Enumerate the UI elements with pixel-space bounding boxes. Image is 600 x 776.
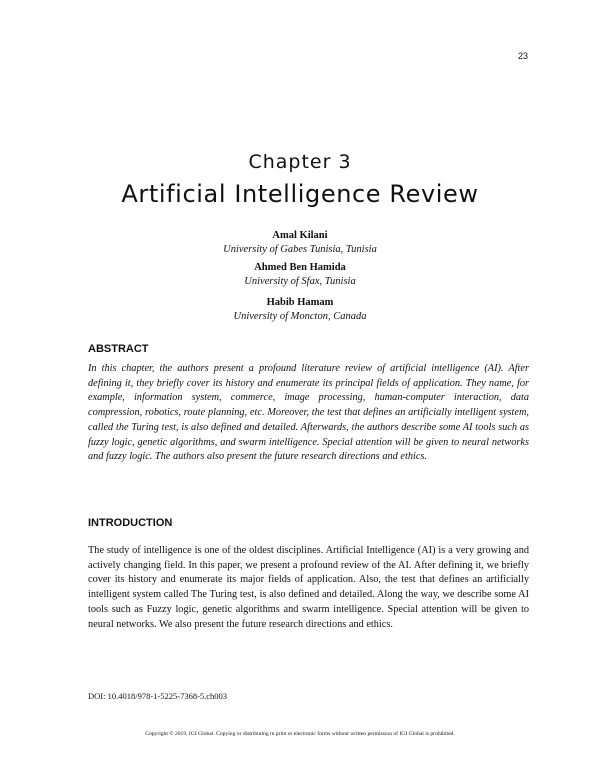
chapter-label: Chapter 3 bbox=[248, 151, 352, 173]
author-block bbox=[0, 296, 600, 324]
abstract-text: In this chapter, the authors present a profound literature review of artificial intelligence (AI). After defining it, they briefly cover its history and enumerate its principal fields of application. They name, for example, information system, commerce, image processing, human-computer interaction, data compression, robotics, route planning, etc. Moreover, the test that defines an artificially intelligent system, called the Turing test, is also defined and detailed. Afterwards, the authors describe some AI tools such as fuzzy logic, genetic algorithms, and swarm intelligence. Special attention will be given to neural networks and fuzzy logic. The authors also present the future research directions and ethics. bbox=[88, 363, 529, 463]
author-name: Habib Hamam bbox=[266, 297, 334, 308]
author-name: Amal Kilani bbox=[272, 230, 328, 241]
chapter-title: Artificial Intelligence Review bbox=[121, 180, 479, 208]
author-affiliation: University of Sfax, Tunisia bbox=[244, 276, 356, 287]
introduction-heading: INTRODUCTION bbox=[88, 517, 173, 529]
author-name: Ahmed Ben Hamida bbox=[254, 262, 346, 273]
copyright-notice: Copyright © 2019, IGI Global. Copying or distributing in print or electronic forms without written permission of IGI Global is prohibited. bbox=[145, 731, 455, 737]
author-affiliation: University of Gabes Tunisia, Tunisia bbox=[223, 244, 377, 255]
author-block bbox=[0, 229, 600, 257]
author-block bbox=[0, 261, 600, 289]
abstract-heading: ABSTRACT bbox=[88, 343, 149, 355]
page-number: 23 bbox=[517, 51, 528, 61]
doi: DOI: 10.4018/978-1-5225-7368-5.ch003 bbox=[88, 691, 228, 701]
author-affiliation: University of Moncton, Canada bbox=[233, 311, 367, 322]
introduction-text: The study of intelligence is one of the oldest disciplines. Artificial Intelligence (AI) is a very growing and actively changing field. In this paper, we present a profound review of the AI. After defining it, we briefly cover its history and enumerate its major fields of application. Also, the test that defines an artificially intelligent system called The Turing test, is also defined and detailed. Along the way, we describe some AI tools such as Fuzzy logic, genetic algorithms and swarm intelligence. Special attention will be given to neural networks. We also present the future research directions and ethics. bbox=[88, 545, 529, 630]
